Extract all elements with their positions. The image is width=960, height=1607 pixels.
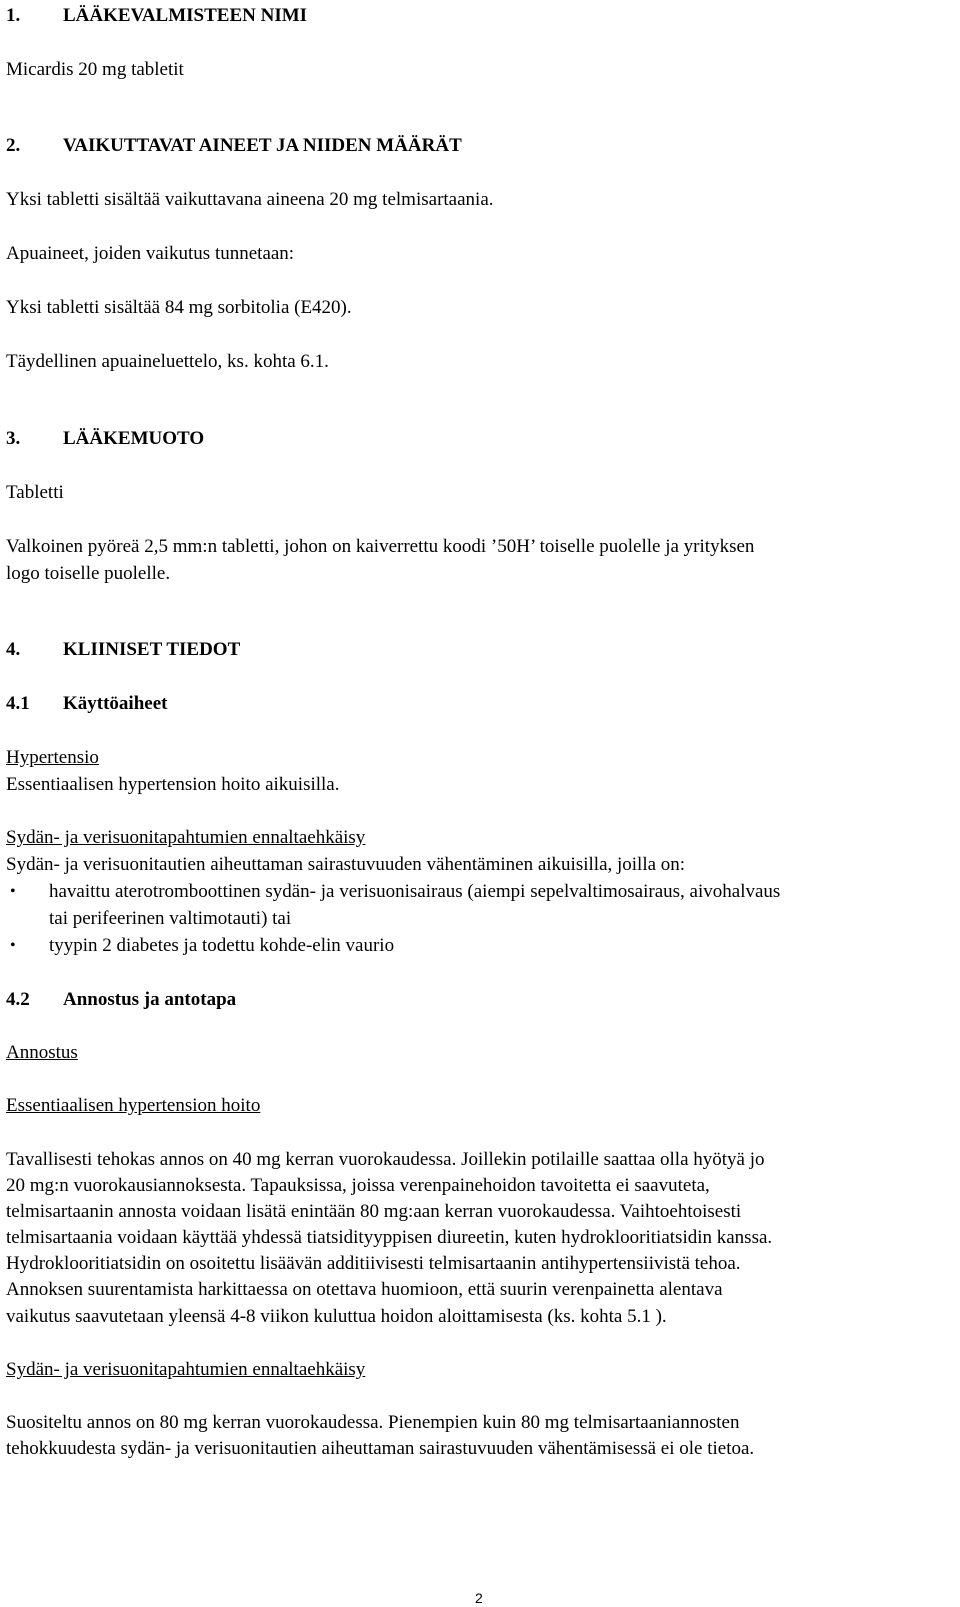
section-4-heading bbox=[6, 638, 240, 662]
hypertension-text: Essentiaalisen hypertension hoito aikuisilla. bbox=[6, 774, 340, 795]
dosage-paragraph-line: Tavallisesti tehokas annos on 40 mg kerran vuorokaudessa. Joillekin potilaille saattaa olla hyötyä jo bbox=[6, 1149, 765, 1170]
active-ingredient-text: Yksi tabletti sisältää vaikuttavana aineena 20 mg telmisartaania. bbox=[6, 189, 494, 210]
section-4-1-heading bbox=[6, 692, 167, 716]
subheading-cv-prevention: Sydän- ja verisuonitapahtumien ennaltaehkäisy bbox=[6, 827, 366, 848]
dosage-paragraph-line: telmisartaanin annosta voidaan lisätä enintään 80 mg:aan kerran vuorokaudessa. Vaihtoehtoisesti bbox=[6, 1201, 742, 1222]
section-2-heading bbox=[6, 134, 462, 158]
bullet-icon: • bbox=[10, 937, 16, 954]
cv-dosage-paragraph-line: tehokkuudesta sydän- ja verisuonitautien aiheuttaman sairastuvuuden vähentämisessä ei ole tietoa. bbox=[6, 1438, 755, 1459]
sorbitol-text: Yksi tabletti sisältää 84 mg sorbitolia (E420). bbox=[6, 297, 352, 318]
subheading-essential-hypertension: Essentiaalisen hypertension hoito bbox=[6, 1095, 261, 1116]
section-title: KLIINISET TIEDOT bbox=[63, 639, 241, 660]
product-name: Micardis 20 mg tabletit bbox=[6, 59, 184, 80]
form-text: Tabletti bbox=[6, 482, 64, 503]
dosage-paragraph-line: vaikutus saavutetaan yleensä 4-8 viikon kuluttua hoidon aloittamisesta (ks. kohta 5.1 ). bbox=[6, 1306, 667, 1327]
section-title: LÄÄKEVALMISTEEN NIMI bbox=[63, 5, 308, 26]
cv-dosage-paragraph-line: Suositeltu annos on 80 mg kerran vuorokaudessa. Pienempien kuin 80 mg telmisartaaniannosten bbox=[6, 1412, 740, 1433]
section-title: Annostus ja antotapa bbox=[63, 989, 237, 1010]
section-title: Käyttöaiheet bbox=[63, 693, 168, 714]
dosage-paragraph-line: Annoksen suurentamista harkittaessa on otettava huomioon, että suurin verenpainetta alentava bbox=[6, 1279, 723, 1300]
tablet-description-line-1: Valkoinen pyöreä 2,5 mm:n tabletti, johon on kaiverrettu koodi ’50H’ toiselle puolelle ja yrityksen bbox=[6, 536, 755, 557]
section-title: VAIKUTTAVAT AINEET JA NIIDEN MÄÄRÄT bbox=[63, 135, 462, 156]
subheading-cv-prevention-dosage: Sydän- ja verisuonitapahtumien ennaltaehkäisy bbox=[6, 1359, 366, 1380]
section-number: 2. bbox=[6, 135, 21, 156]
section-1-heading bbox=[6, 4, 307, 28]
bullet-icon: • bbox=[10, 883, 16, 900]
section-number: 4. bbox=[6, 639, 21, 660]
bullet-1-line-1: havaittu aterotromboottinen sydän- ja verisuonisairaus (aiempi sepelvaltimosairaus, aivohalvaus bbox=[49, 881, 781, 902]
section-3-heading bbox=[6, 427, 204, 451]
page-number: 2 bbox=[475, 1590, 483, 1606]
bullet-1-line-2: tai perifeerinen valtimotauti) tai bbox=[49, 908, 292, 929]
dosage-paragraph-line: 20 mg:n vuorokausiannoksesta. Tapauksissa, joissa verenpainehoidon tavoitetta ei saavuteta, bbox=[6, 1175, 710, 1196]
subheading-hypertension: Hypertensio bbox=[6, 747, 99, 768]
cv-prevention-text: Sydän- ja verisuonitautien aiheuttaman sairastuvuuden vähentäminen aikuisilla, joilla on: bbox=[6, 854, 686, 875]
bullet-2: tyypin 2 diabetes ja todettu kohde-elin vaurio bbox=[49, 935, 395, 956]
section-number: 4.1 bbox=[6, 693, 30, 714]
section-title: LÄÄKEMUOTO bbox=[63, 428, 205, 449]
tablet-description-line-2: logo toiselle puolelle. bbox=[6, 563, 171, 584]
section-number: 3. bbox=[6, 428, 21, 449]
section-4-2-heading bbox=[6, 988, 236, 1012]
excipients-reference: Täydellinen apuaineluettelo, ks. kohta 6.1. bbox=[6, 351, 329, 372]
section-number: 1. bbox=[6, 5, 21, 26]
dosage-paragraph-line: Hydroklooritiatsidin on osoitettu lisäävän additiivisesti telmisartaanin antihypertensiivistä tehoa. bbox=[6, 1253, 741, 1274]
dosage-paragraph-line: telmisartaania voidaan käyttää yhdessä tiatsidityyppisen diureetin, kuten hydroklooritiatsidin kanssa. bbox=[6, 1227, 773, 1248]
section-number: 4.2 bbox=[6, 989, 30, 1010]
excipients-label: Apuaineet, joiden vaikutus tunnetaan: bbox=[6, 243, 295, 264]
subheading-dosage: Annostus bbox=[6, 1042, 78, 1063]
